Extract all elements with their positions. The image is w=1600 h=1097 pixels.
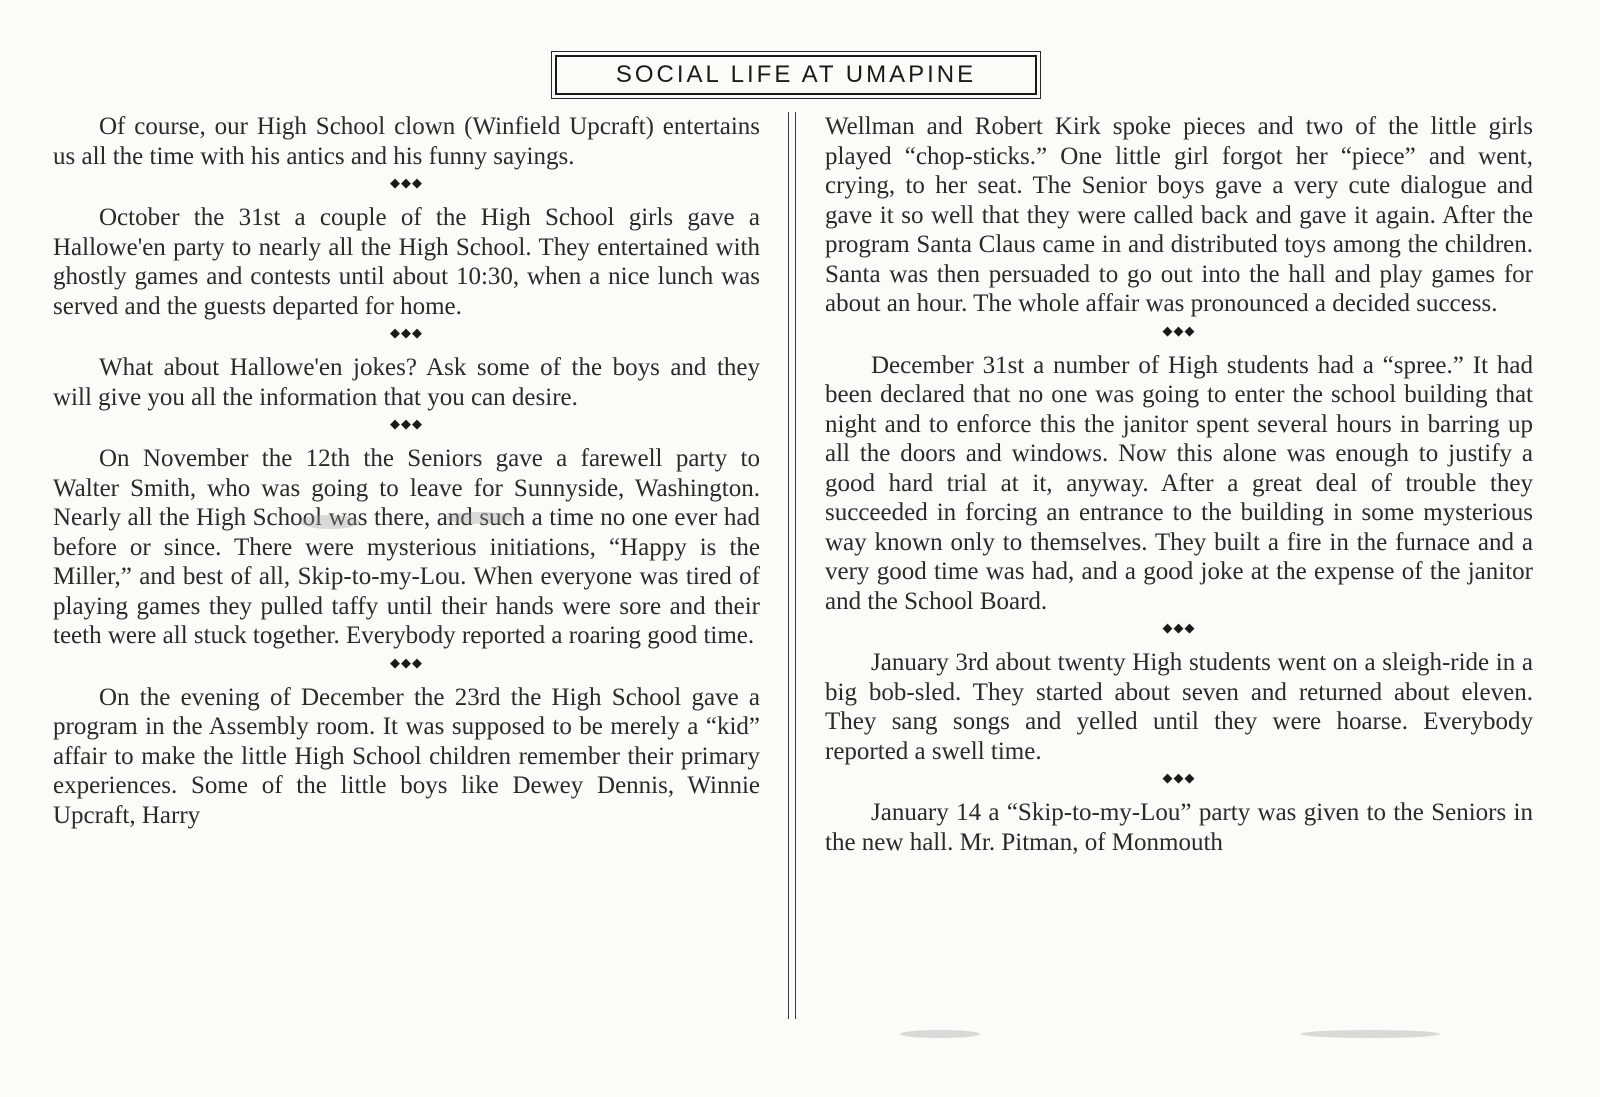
right-column [825, 112, 1533, 857]
paragraph-sleigh-ride: January 3rd about twenty High students went on a sleigh-ride in a big bob-sled. They started about seven and returned about eleven. They sang songs and yelled until they were hoarse. Everybody reported a swell time. [825, 649, 1533, 765]
paper-smudge [300, 515, 360, 529]
column-divider-left-rule [788, 112, 789, 1019]
title-frame [551, 51, 1041, 99]
paragraph-halloween-party: October the 31st a couple of the High School girls gave a Hallowe'en party to nearly all the High School. They entertained with ghostly games and contests until about 10:30, when a nice lunch was served and the guests departed for home. [53, 204, 760, 320]
column-divider-right-rule [795, 112, 796, 1019]
ornament-divider: ◆◆◆ [390, 654, 423, 670]
ornament-divider: ◆◆◆ [1162, 770, 1196, 785]
ornament-divider: ◆◆◆ [390, 175, 423, 190]
paper-smudge [900, 1030, 980, 1038]
paragraph-december-program-continued: Wellman and Robert Kirk spoke pieces and two of the little girls played “chop-sticks.” One little girl forgot her “piece” and went, crying, to her seat. The Senior boys gave a very cute dialogue and gave it so well that they were called back and gave it again. After the program Santa Claus came in and distributed toys among the children. Santa was then persuaded to go out into the hall and play games for about an hour. The whole affair was pronounced a decided success. [825, 113, 1533, 317]
ornament-divider: ◆◆◆ [1162, 322, 1196, 338]
page-title: SOCIAL LIFE AT UMAPINE [555, 55, 1037, 95]
paragraph-clown: Of course, our High School clown (Winfield Upcraft) entertains us all the time with his antics and his funny sayings. [53, 113, 760, 170]
paragraph-farewell-party: On November the 12th the Seniors gave a farewell party to Walter Smith, who was going to leave for Sunnyside, Washington. Nearly all the High School was there, and such a time no one ever had before or since. There were mysterious initiations, “Happy is the Miller,” and best of all, Skip-to-my-Lou. When everyone was tired of playing games they pulled taffy until their hands were sore and their teeth were all stuck together. Everybody reported a roaring good time. [53, 445, 760, 649]
paragraph-skip-to-my-lou: January 14 a “Skip-to-my-Lou” party was given to the Seniors in the new hall. Mr. Pitman, of Monmouth [825, 799, 1533, 856]
ornament-divider: ◆◆◆ [390, 416, 423, 431]
paragraph-halloween-jokes: What about Hallowe'en jokes? Ask some of the boys and they will give you all the information that you can desire. [53, 354, 760, 411]
left-column [53, 112, 760, 830]
paragraph-december-program: On the evening of December the 23rd the High School gave a program in the Assembly room. It was supposed to be merely a “kid” affair to make the little High School children remember their primary experiences. Some of the little boys like Dewey Dennis, Winnie Upcraft, Harry [53, 683, 760, 829]
ornament-divider: ◆◆◆ [390, 325, 423, 340]
ornament-divider: ◆◆◆ [1162, 620, 1196, 635]
paper-smudge [1300, 1030, 1440, 1038]
paragraph-spree: December 31st a number of High students had a “spree.” It had been declared that no one was going to enter the school building that night and to enforce this the janitor spent several hours in barring up all the doors and windows. Now this alone was enough to justify a good hard trial at it, anyway. After a great deal of trouble they succeeded in forcing an entrance to the building in some mysterious way known only to themselves. They built a fire in the furnace and a very good time was had, and a good joke at the expense of the janitor and the School Board. [825, 351, 1533, 615]
paper-smudge [445, 512, 515, 524]
